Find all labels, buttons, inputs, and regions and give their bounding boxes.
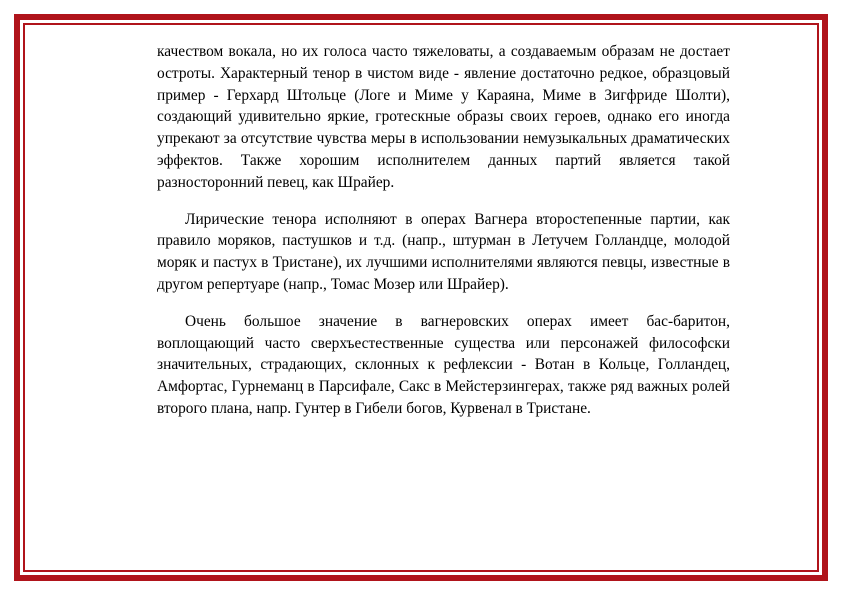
document-body xyxy=(157,41,730,435)
paragraph-1: качеством вокала, но их голоса часто тяжеловаты, а создаваемым образам не достает остроты. Характерный тенор в чистом виде - явление достаточно редкое, образцовый пример - Герхард Штольце (Логе и Миме у Караяна, Миме в Зигфриде Шолти), создающий удивительно яркие, гротескные образы своих героев, однако его иногда упрекают за отсутствие чувства меры в использовании немузыкальных драматических эффектов. Также хорошим исполнителем данных партий является такой разносторонний певец, как Шрайер. xyxy=(157,43,730,191)
paragraph-3: Очень большое значение в вагнеровских операх имеет бас-баритон, воплощающий часто сверхъестественные существа или персонажей философски значительных, страдающих, склонных к рефлексии - Вотан в Кольце, Голландец, Амфортас, Гурнеманц в Парсифале, Сакс в Мейстерзингерах, также ряд важных ролей второго плана, напр. Гунтер в Гибели богов, Курвенал в Тристане. xyxy=(157,312,730,417)
paragraph-2: Лирические тенора исполняют в операх Вагнера второстепенные партии, как правило моряков, пастушков и т.д. (напр., штурман в Летучем Голландце, молодой моряк и пастух в Тристане), их лучшими исполнителями являются певцы, известные в другом репертуаре (напр., Томас Мозер или Шрайер). xyxy=(157,210,730,293)
